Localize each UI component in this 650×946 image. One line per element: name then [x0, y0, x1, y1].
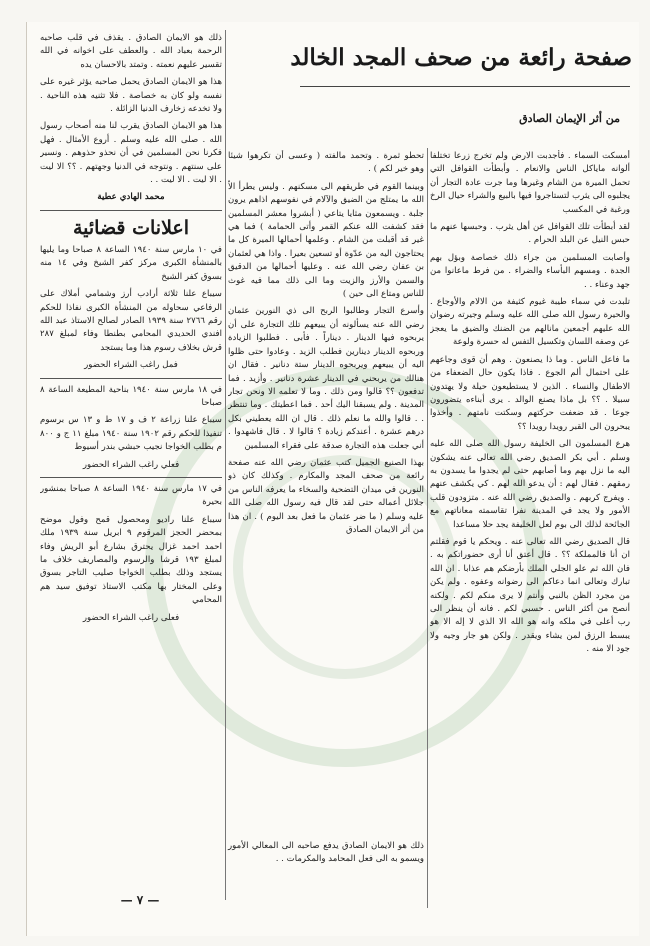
paragraph: وأسرع التجار وطالبوا الربح الى ذي النورين عثمان رضي الله عنه يسألونه أن يبيعهم تلك التجارة على أن يربحوه فيها الدينار . ديناراً . فأبى . فطلبوا الزيادة وربحوه الدينار دينارين فطلب الزيد . وعادوا حتى ظلوا اليه أن يبيعهم ويربحوه الدينار ستة دنانير . فقال ان هنالك من يربحني في الدينار عشرة دنانير . وأزيد . فما تدفعون ؟؟ قالوا ومن ذلك . وما لا تعلمه الا ونحن تجار المدينة . ولم يسبقنا اليك أحد . فما اعطيتك . وما تنتظر . . قالوا والله ما نعلم ذلك . قال ان الله يعطيني بكل درهم عشرة . أعندكم زيادة ؟ قالوا لا . قال فاشهدوا . أني جعلت هذه التجارة صدقة على فقراء المسلمين — [228, 306, 424, 451]
notice-closing: فعلى راغب الشراء الحضور — [82, 612, 180, 623]
paragraph: وأصابت المسلمين من جراء ذلك خصاصة وبؤل بهم الجدة . ومسهم البأساء والضراء . من فرط ماعانوا من جهد وعناء . . — [430, 252, 630, 290]
column-divider-left — [225, 30, 226, 900]
article-column-middle — [228, 150, 424, 840]
column-divider-right — [427, 148, 428, 908]
notice-date: في ١٧ مارس سنة ١٩٤٠ الساعة ٨ صباحا بمنشور بحيرة — [40, 483, 222, 508]
paragraph: هذا هو الايمان الصادق يحمل صاحبه يؤثر غيره على نفسه ولو كان به خصاصة . فلا تثنيه هذه الناحية . ولا تخدعه زخارف الدنيا الزائلة . — [40, 77, 222, 115]
notice-body: سيباع علنا زراعة ٢ ف و ١٧ ط و ١٣ س برسوم تنفيذا للحكم رقم ١٩٠٢ سنة ١٩٤٠ مبلغ ١١ ج و ٨٠٠ م بطلب الخواجا نجيب حبشي بندر أسيوط — [40, 415, 222, 453]
paragraph: ما فاعل الناس . وما ذا يصنعون . وهم أن قوى وجاعهم على احتمال ألم الجوع . فاذا يكون حال الضعفاء من الاطفال والنساء . الذين لا يستطيعون حيلة ولا يهتدون سبيلا . ؟؟ بل ماذا يصنع الوالد . يرى أبناءه يتضورون جوعا . قد ضعفت حركتهم وسكتت نامتهم . وأخذوا يبحرون الى القبر رويدا رويدا ؟؟ — [430, 354, 630, 432]
notice-date: في ١٨ مارس سنة ١٩٤٠ بناحية المطيعة الساعة ٨ صباحا — [40, 384, 222, 408]
notice-closing: فعلي راغب الشراء الحضور — [82, 459, 180, 470]
paragraph: تحطو ثمرة . وتحمد مالفته ( وعسى أن تكرهوا شيئا وهو خير لكم ) . — [228, 151, 424, 175]
paragraph: تلبدت في سماء طيبة غيوم كثيفة من الالام والأوجاع . والحيرة رسول الله صلى الله عليه وسلم وجيرته رضوان الله عليهم أجمعين مانالهم من الضنك والضيق ما يعجز عن وصفه اللسان وتكسيل التفس له حسرة ولوعة — [430, 297, 630, 348]
divider — [40, 378, 222, 379]
article-title: صفحة رائعة من صحف المجد الخالد — [290, 44, 632, 71]
article-closing: ذلك هو الايمان الصادق يدفع صاحبه الى المعالي الأمور ويسمو به الى فعل المحامد والمكرمات . . — [228, 841, 424, 865]
paragraph: ذلك هو الايمان الصادق . يقذف في قلب صاحبه الرحمة بعباد الله . والعطف على اخوانه في الله تقسير عليهم نعمته . وتمتد بالاحسان يده — [40, 33, 222, 70]
notice-body: سيباع علنا ثلاثة أرادب أرز وشمامي أملاك على الرفاعي سحاوله من المنشأة الكبرى نفاذا للحكم رقم ٢٧٦٦ سنة ١٩٣٩ الصادر لصالح الاستاذ عبد الله افندي الحديدي المحامي بطنطا وفاء لمبلغ ٢٨٧ قرش بخلاف رسوم هذا وما يستجد — [40, 289, 222, 353]
paragraph: لقد أبطأت تلك القوافل عن أهل يثرب . وحبسها عنهم ما حبس النيل عن البلد الحرام . — [430, 222, 630, 246]
divider — [40, 210, 222, 211]
paragraph: قال الصديق رضي الله تعالى عنه . ويحكم يا قوم فقلتم ان أنا فالمملكة ؟؟ . قال أعتق أنا أرى حضوراتكم به . فان الله ثم علو الجلي الملك بأرضكم هم عذابا . ان الله تبارك وتعالى انما دعاكم الى رضوانه وعفوه . ولم يكن من مجرد الظن بالنبي وأنتم لا يرى منكم لكم . ولكنه أنصح من أكثر الناس . حسبي لكم . فانه أن ينظر الى رب أعلى في ملكه وانه هو الله الا الذي لا إله الا هو يبسط الرزق لمن يشاء ويقدر . ولكن هو جار وجيه ولا جود الا منه . — [430, 536, 630, 655]
author-signature: محمد الهادي عطية — [97, 192, 165, 203]
legal-notices-heading: اعلانات قضائية — [72, 216, 190, 239]
notice-body: سيباع علنا راديو ومحصول قمح وفول موضح بمحضر الحجز المرقوم ٩ ابريل سنة ١٩٣٩ ملك احمد احمد غزال يحترق بشارع أبو الريش وفاء لمبلغ ١٩٣ قرشا والرسوم والمصاريف خلاف ما يستجد وذلك بطلب الخواجا صليب التاجر بسوق وعلى المختار بها مكتب الاستاذ توفيق سيد هم المحامي — [40, 514, 222, 606]
paragraph: وبينما القوم في طريقهم الى مسكنهم . وليس يطرأ الاّ الله ما يمتلج من الضيق والآلام في نفوسهم اذاهم يرون جلبة . ويسمعون مثايا يتاعي ( أبشروا معشر المسلمين فقد كشفت الله عنكم القمر وأتى الحمامة ) فما هي غير قد أقبلت من الشام . وعلمها أحمالها الميرة كل ما يحتاجون اليه من عدّوة أو تسعين بعيرا . واذا هي لعثمان بن عفان رضي الله عنه . وعليها أحمالها من الدقيق والسمن والأرز والزيت وما الى ذلك مما فيه غوث للناس ومتاع الى حين ) — [228, 181, 424, 300]
article-subtitle: من أثر الإيمان الصادق — [519, 112, 620, 125]
page-number: — ٧ — — [120, 893, 160, 907]
paragraph: هرع المسلمون الى الخليفة رسول الله صلى الله عليه وسلم . أبي بكر الصديق رضي الله تعالى عنه يشكون اليه ما نزل بهم وما أصابهم حتى لم يجدوا ما يسدون به رمقهم . فقال لهم : أن يدعو الله لهم . كي يكشف عنهم . ويفرج كربهم . والصديق رضي الله عنه . متزودون قلب الأمور ولا يجد في المدينة نفرا تقاسمته معاناتهم مع الجائحة لذلك الى بوم لعل الخليفة يجد حلا مساعدا — [430, 439, 630, 530]
divider — [40, 477, 222, 478]
title-underline — [300, 86, 630, 87]
paragraph: أمسكت السماء . فأجدبت الارض ولم تخرج زرعا تختلفا ألوانه ماياكل الناس والانعام . وأبطأت القوافل التي تحمل الميرة من الشام وغيرها وما جرت عادة التجار أن يجلبوه الى يثرب لتستاجروا فيها بالبيع والشراء حيال الرخ ورغبة في المكسب — [430, 151, 630, 215]
notice-date: في ١٠ مارس سنة ١٩٤٠ الساعة ٨ صباحا وما يليها بالمنشأة الكبرى مركز كفر الشيخ وفي ١٤ منه بسوق كفر الشيخ — [40, 244, 222, 282]
paragraph: بهذا الصنيع الجميل كتب عثمان رضي الله عنه صفحة رائعة من صحف المجد والمكارم . وكذلك كان ذو النورين في ميدان التضحية والسخاء ما يعرفه الناس من جلائل أعماله حتى لقد قال فيه رسول الله صلى الله عليه وسلم ( ما ضر عثمان ما فعل بعد اليوم ) . ان هذا من أثر الايمان الصادق — [228, 457, 424, 535]
notice-closing: فمل راغب الشراء الحضور — [84, 360, 178, 371]
article-column-right — [430, 150, 630, 910]
left-column — [40, 32, 222, 892]
paragraph: هذا هو الايمان الصادق يقرب لنا منه أصحاب رسول الله . صلى الله عليه وسلم . أروع الأمثال . فهل فكرنا نحن المسلمين في أن نحذو حذوهم . ونسير على سنتهم . ونتوجه في الدنيا وجهتهم . ؟؟ الا ليت . الا ليت . الا ليت . . — [40, 121, 222, 186]
